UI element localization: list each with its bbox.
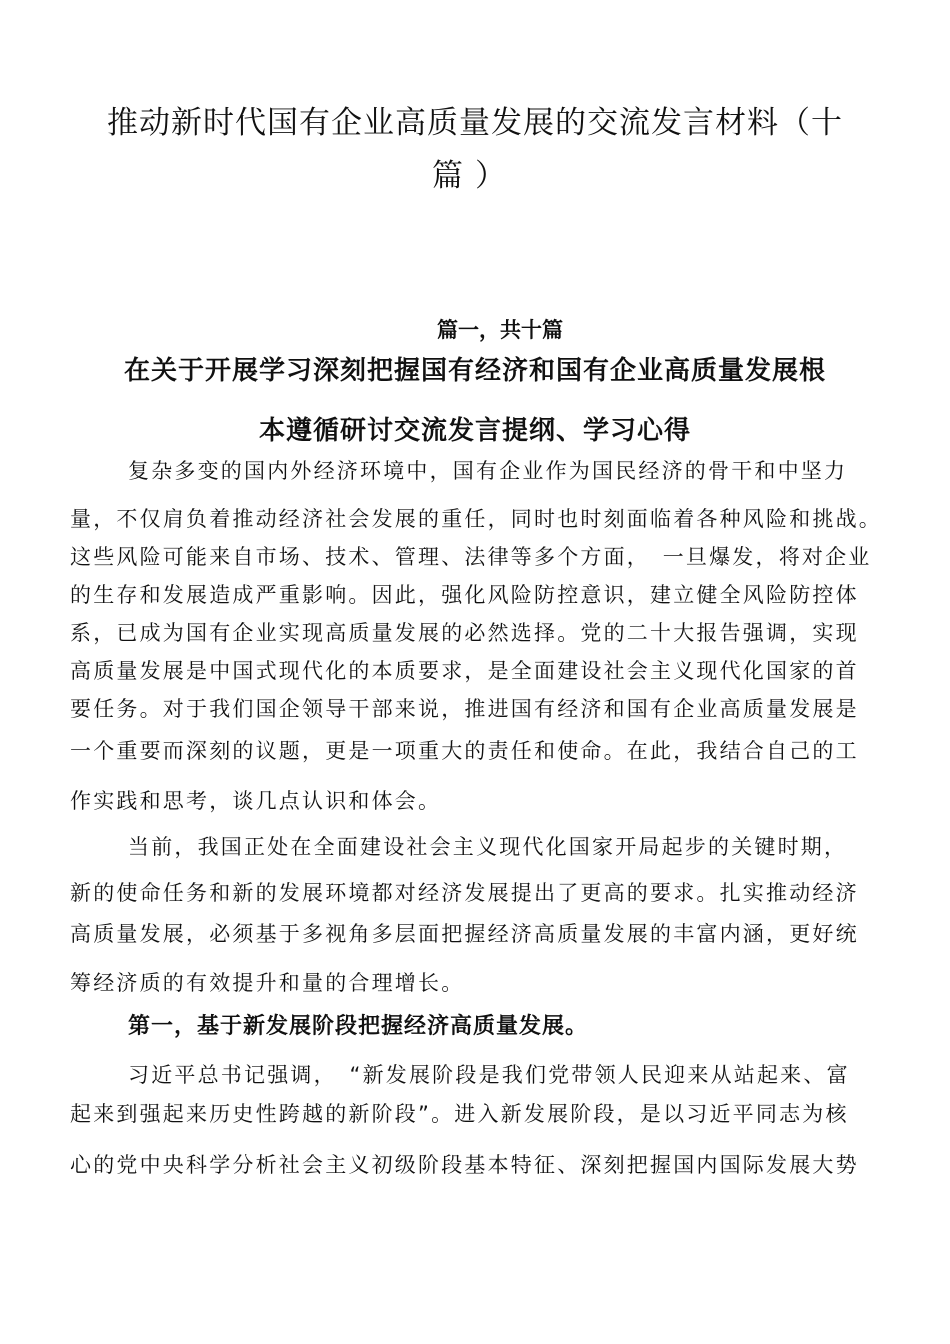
body-line: 心的党中央科学分析社会主义初级阶段基本特征、深刻把握国内国际发展大势 [70, 1153, 859, 1177]
body-line: 作实践和思考，谈几点认识和体会。 [70, 789, 442, 813]
body-line: 高质量发展，必须基于多视角多层面把握经济高质量发展的丰富内涵，更好统 [70, 922, 859, 946]
subtitle-line-2: 本遵循研讨交流发言提纲、学习心得 [258, 416, 691, 446]
body-line: 的生存和发展造成严重影响。因此，强化风险防控意识，建立健全风险防控体 [70, 583, 859, 607]
subtitle-line-1: 在关于开展学习深刻把握国有经济和国有企业高质量发展根 [123, 356, 826, 386]
body-line: 习近平总书记强调， “新发展阶段是我们党带领人民迎来从站起来、富 [128, 1063, 850, 1087]
body-line: 当前，我国正处在全面建设社会主义现代化国家开局起步的关键时期， [128, 835, 848, 859]
document-title-line-1: 推动新时代国有企业高质量发展的交流发言材料（十 [107, 105, 843, 141]
body-line: 量，不仅肩负着推动经济社会发展的重任，同时也时刻面临着各种风险和挑战。 [70, 507, 882, 531]
body-line: 筹经济质的有效提升和量的合理增长。 [70, 971, 465, 995]
chapter-label: 篇一，共十篇 [437, 318, 563, 342]
body-line: 复杂多变的国内外经济环境中，国有企业作为国民经济的骨干和中坚力 [128, 459, 848, 483]
body-line: 一个重要而深刻的议题，更是一项重大的责任和使命。在此，我结合自己的工 [70, 739, 859, 763]
body-line: 起来到强起来历史性跨越的新阶段”。进入新发展阶段，是以习近平同志为核 [70, 1102, 849, 1126]
body-line: 这些风险可能来自市场、技术、管理、法律等多个方面， 一旦爆发，将对企业 [70, 545, 872, 569]
document-title-line-2: 篇） [432, 158, 518, 194]
body-line: 高质量发展是中国式现代化的本质要求，是全面建设社会主义现代化国家的首 [70, 659, 859, 683]
body-line: 新的使命任务和新的发展环境都对经济发展提出了更高的要求。扎实推动经济 [70, 881, 859, 905]
body-line: 要任务。对于我们国企领导干部来说，推进国有经济和国有企业高质量发展是 [70, 697, 859, 721]
section-heading: 第一，基于新发展阶段把握经济高质量发展。 [128, 1014, 589, 1039]
body-line: 系，已成为国有企业实现高质量发展的必然选择。党的二十大报告强调，实现 [70, 621, 859, 645]
